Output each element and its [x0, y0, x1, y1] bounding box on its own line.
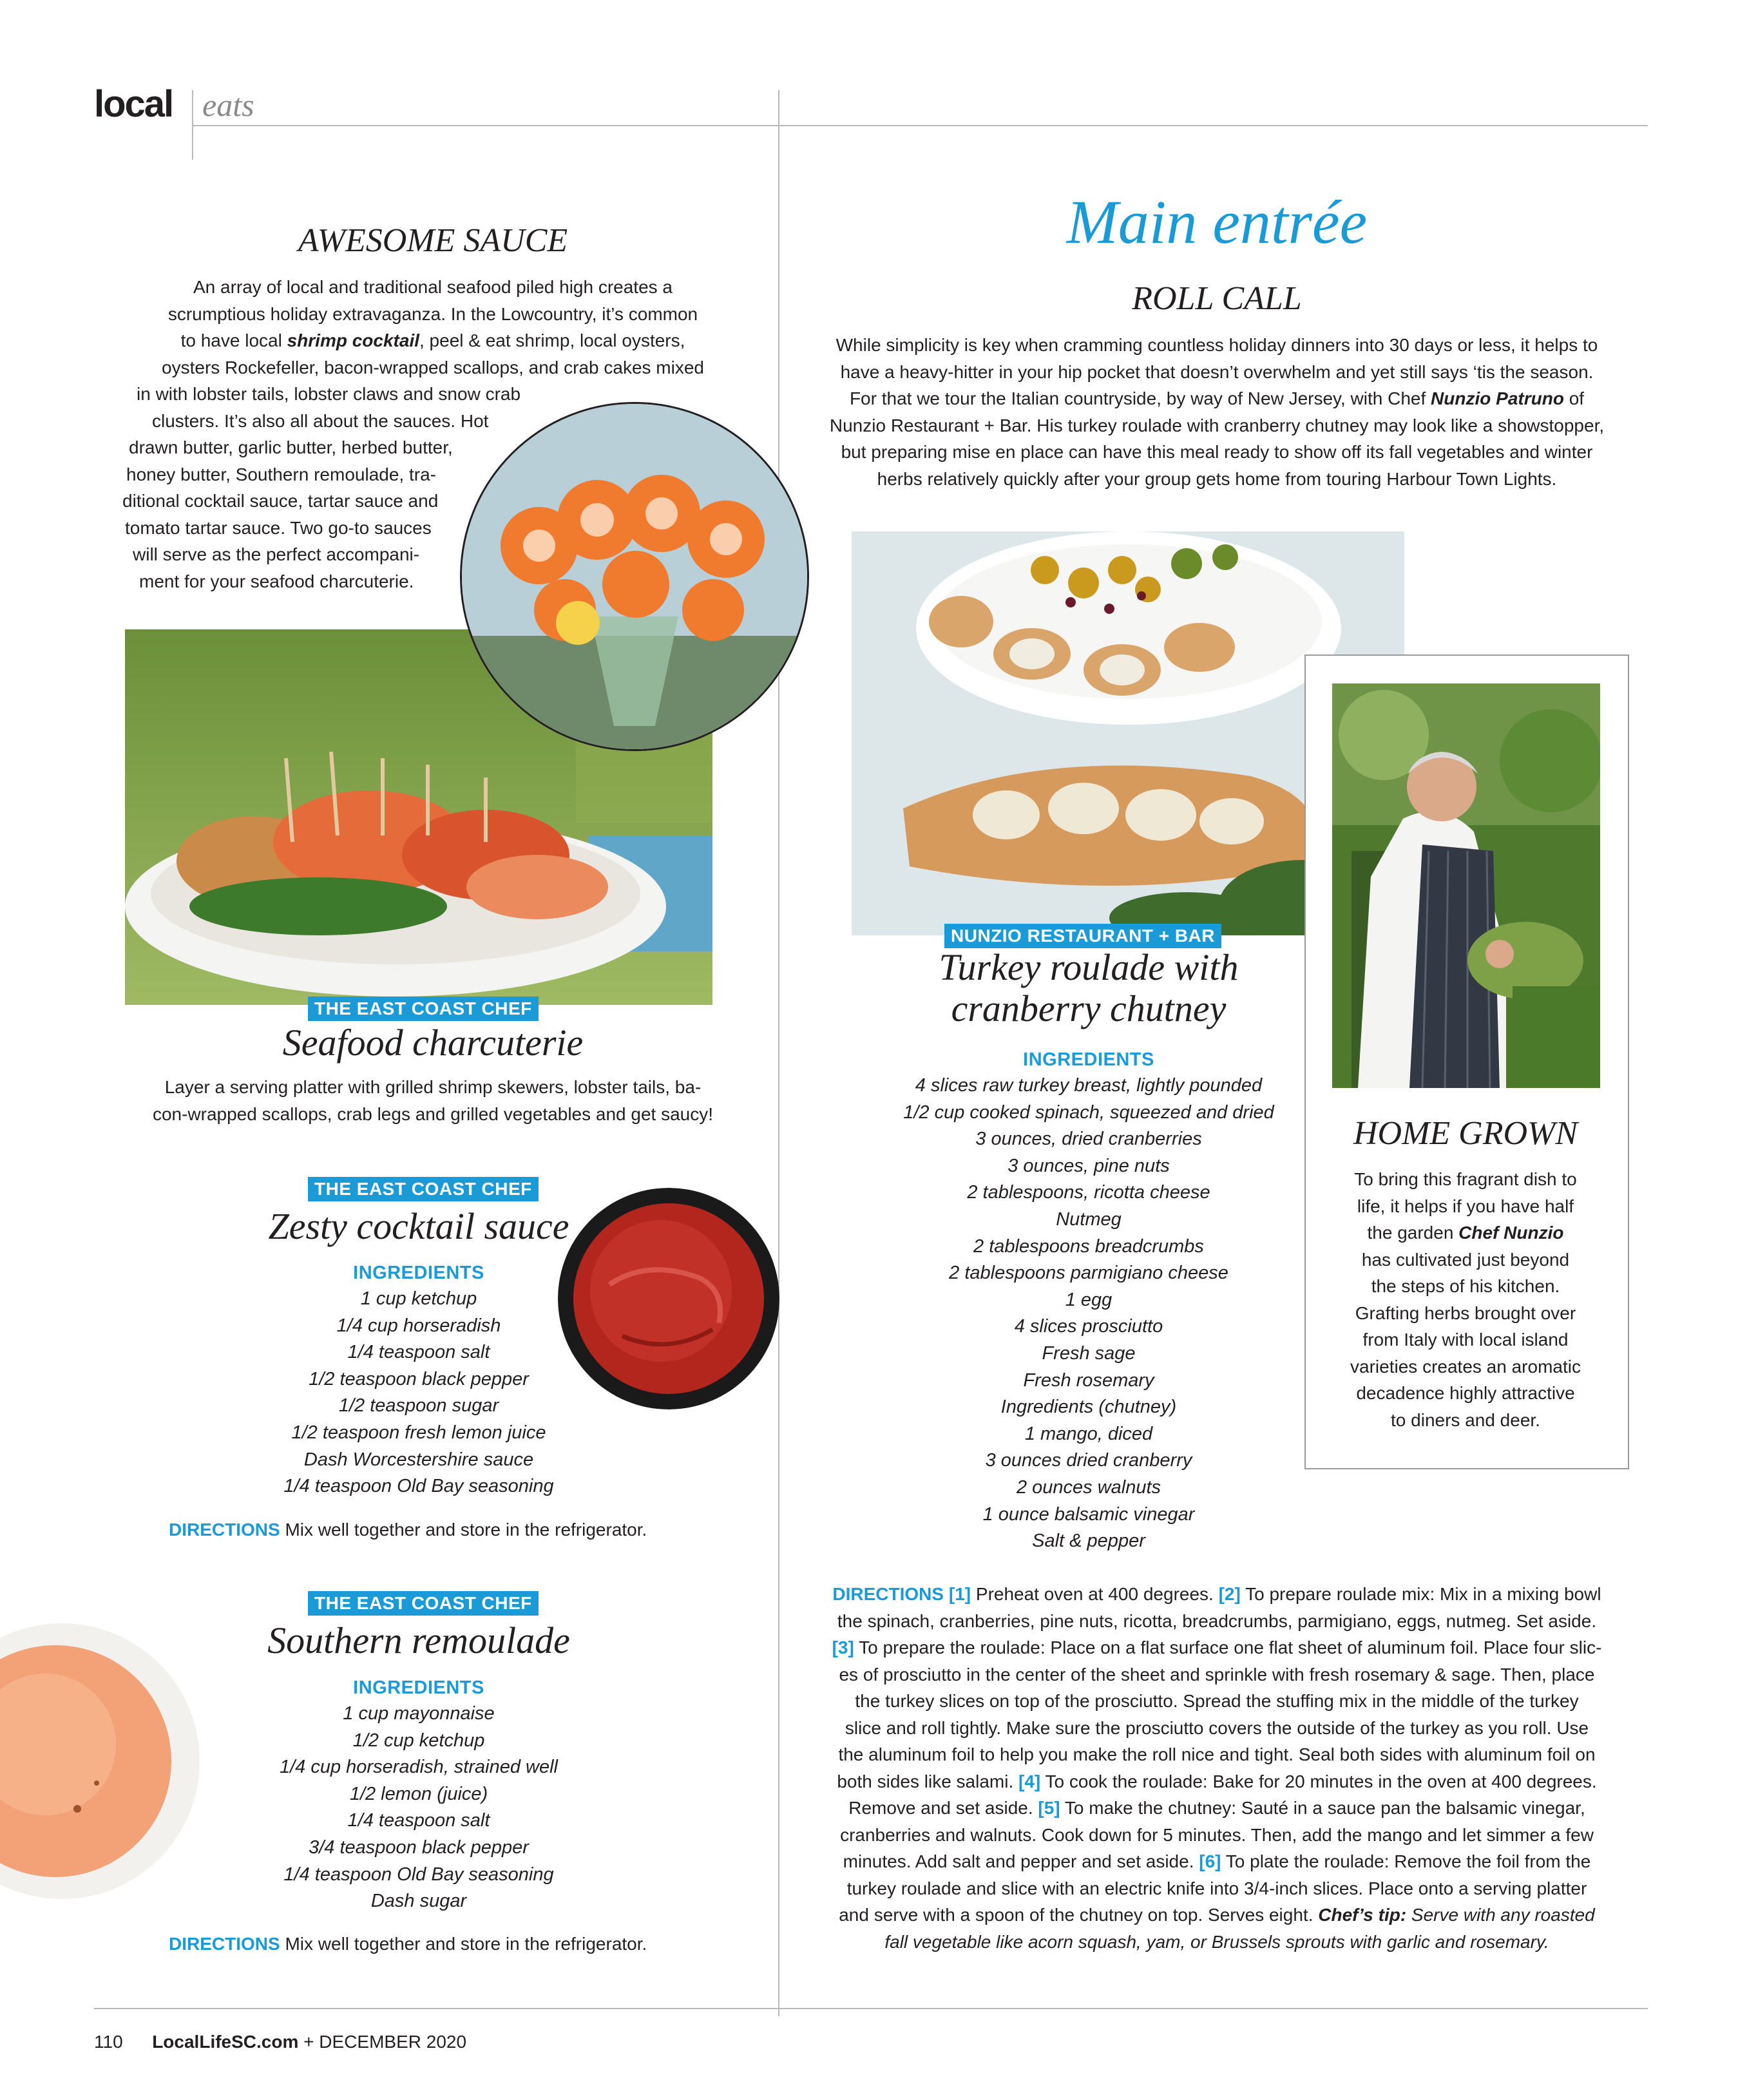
dir-line-13 [786, 1902, 1648, 1929]
turkey-ing-3: 3 ounces, dried cranberries [975, 1129, 1202, 1150]
seafood-chef-tag: THE EAST COAST CHEF [308, 997, 539, 1021]
home-grown-line-3-start: the garden [1367, 1223, 1459, 1243]
turkey-ing-7: 2 tablespoons breadcrumbs [973, 1236, 1204, 1257]
roll-call-line-5: but preparing mise en place can have this meal ready to show off its fall vegetables and winter [841, 442, 1593, 462]
chefs-tip-text-1: Serve with any roasted [1406, 1905, 1595, 1925]
home-grown-title: HOME GROWN [1353, 1115, 1578, 1152]
turkey-title-line-1: Turkey roulade with [939, 946, 1239, 988]
main-entree-title: Main entrée [1066, 187, 1368, 256]
roll-call-line-3 [786, 385, 1648, 412]
remoulade-ing-3: 1/4 cup horseradish, strained well [279, 1757, 558, 1778]
turkey-ing-1: 4 slices raw turkey breast, lightly pounded [915, 1075, 1263, 1096]
seafood-line-1: Layer a serving platter with grilled shrimp skewers, lobster tails, ba- [164, 1077, 702, 1097]
turkey-ing-16: 2 ounces walnuts [1016, 1476, 1161, 1498]
home-grown-line-10: to diners and deer. [1391, 1409, 1540, 1430]
step-1-text: Preheat oven at 400 degrees. [971, 1584, 1219, 1604]
awesome-line-4: oysters Rockefeller, bacon-wrapped scallops, and crab cakes mixed [162, 357, 704, 377]
step-6-text: To plate the roulade: Remove the foil from the [1221, 1851, 1591, 1871]
header-rule [192, 125, 1648, 126]
turkey-ing-6: Nutmeg [1056, 1208, 1122, 1230]
turkey-ing-12: Fresh rosemary [1023, 1370, 1154, 1391]
home-grown-line-1: To bring this fragrant dish to [1354, 1169, 1577, 1189]
seafood-title: Seafood charcuterie [282, 1022, 584, 1064]
step-2: [2] [1218, 1584, 1241, 1604]
cocktail-chef-tag: THE EAST COAST CHEF [308, 1177, 539, 1201]
turkey-directions [786, 1581, 1648, 1955]
section-name: eats [202, 87, 254, 123]
step-1: [1] [948, 1584, 971, 1604]
awesome-line-3 [94, 327, 772, 354]
turkey-title-line-2: cranberry chutney [951, 988, 1227, 1029]
awesome-line-11: will serve as the perfect accompani- [133, 544, 420, 564]
remoulade-directions-text: Mix well together and store in the refrigerator. [280, 1934, 647, 1954]
turkey-title [837, 947, 1340, 1029]
step-2-text: To prepare roulade mix: Mix in a mixing bowl [1240, 1584, 1601, 1604]
step-3-text: To prepare the roulade: Place on a flat surface one flat sheet of aluminum foil. Place four slic- [854, 1637, 1602, 1657]
dir-line-11-start: minutes. Add salt and pepper and set aside. [843, 1851, 1199, 1871]
chef-name-highlight: Nunzio Patruno [1431, 388, 1564, 408]
awesome-line-6: clusters. It’s also all about the sauces. Hot [152, 410, 489, 431]
column-divider [778, 90, 779, 2016]
dir-line-9-start: Remove and set aside. [848, 1798, 1038, 1818]
home-grown-line-6: Grafting herbs brought over [1355, 1303, 1576, 1323]
remoulade-ingredients [161, 1701, 676, 1915]
remoulade-directions [169, 1931, 749, 1958]
cocktail-directions [169, 1516, 749, 1543]
dir-line-2: the spinach, cranberries, pine nuts, ricotta, breadcrumbs, parmigiano, eggs, nutmeg. Set aside. [837, 1610, 1597, 1631]
home-grown-line-4: has cultivated just beyond [1361, 1249, 1570, 1270]
remoulade-ing-4: 1/2 lemon (juice) [349, 1783, 488, 1804]
turkey-ing-10: 4 slices prosciutto [1014, 1316, 1163, 1337]
awesome-line-3-start: to have local [180, 330, 287, 350]
chefs-tip-label: Chef’s tip: [1318, 1905, 1407, 1925]
turkey-ing-9: 1 egg [1065, 1289, 1113, 1310]
roll-call-line-1: While simplicity is key when cramming countless holiday dinners into 30 days or less, it helps to [836, 335, 1598, 355]
cocktail-title: Zesty cocktail sauce [268, 1205, 569, 1247]
turkey-ing-4: 3 ounces, pine nuts [1007, 1155, 1170, 1176]
remoulade-photo [0, 1616, 201, 1907]
dir-line-9 [786, 1795, 1648, 1822]
dir-line-5: the turkey slices on top of the prosciutto. Spread the stuffing mix in the middle of the turkey [855, 1691, 1579, 1711]
awesome-line-12: ment for your seafood charcuterie. [139, 571, 414, 591]
remoulade-ing-2: 1/2 cup ketchup [352, 1730, 485, 1751]
awesome-line-7: drawn butter, garlic butter, herbed butter, [129, 437, 453, 457]
cocktail-directions-text: Mix well together and store in the refrigerator. [280, 1520, 647, 1540]
step-3: [3] [832, 1637, 854, 1657]
cocktail-directions-label: DIRECTIONS [169, 1520, 280, 1540]
issue-date: DECEMBER 2020 [319, 2032, 467, 2052]
dir-line-1 [786, 1581, 1648, 1608]
awesome-line-10: tomato tartar sauce. Two go-to sauces [125, 517, 432, 538]
home-grown-line-9: decadence highly attractive [1356, 1383, 1575, 1403]
remoulade-title: Southern remoulade [267, 1619, 570, 1661]
footer-rule [94, 2008, 1648, 2009]
home-grown-line-2: life, it helps if you have half [1357, 1196, 1574, 1216]
step-5-text: To make the chutney: Sauté in a sauce pan the balsamic vinegar, [1060, 1798, 1585, 1818]
turkey-ingredients-label: INGREDIENTS [1023, 1049, 1154, 1070]
dir-line-8 [786, 1768, 1648, 1795]
remoulade-ing-1: 1 cup mayonnaise [343, 1703, 495, 1724]
turkey-ing-14: 1 mango, diced [1024, 1423, 1153, 1444]
cocktail-ing-3: 1/4 teaspoon salt [347, 1342, 490, 1363]
step-6: [6] [1199, 1851, 1221, 1871]
turkey-ing-11: Fresh sage [1042, 1342, 1136, 1364]
turkey-ing-17: 1 ounce balsamic vinegar [982, 1503, 1195, 1525]
remoulade-ing-7: 1/4 teaspoon Old Bay seasoning [283, 1864, 554, 1885]
turkey-ing-18: Salt & pepper [1032, 1531, 1145, 1552]
remoulade-chef-tag: THE EAST COAST CHEF [308, 1591, 539, 1616]
dir-line-3 [786, 1634, 1648, 1661]
home-grown-body [1306, 1166, 1625, 1433]
dir-line-11 [786, 1848, 1648, 1875]
cocktail-ingredients-label: INGREDIENTS [353, 1263, 484, 1283]
dir-line-14 [786, 1929, 1648, 1956]
cocktail-ing-8: 1/4 teaspoon Old Bay seasoning [283, 1476, 554, 1497]
dir-line-6: slice and roll tightly. Make sure the prosciutto covers the outside of the turkey as you roll. Use [845, 1717, 1589, 1738]
turkey-ing-13: Ingredients (chutney) [1000, 1397, 1177, 1418]
home-grown-line-5: the steps of his kitchen. [1371, 1276, 1560, 1296]
home-grown-line-7: from Italy with local island [1362, 1330, 1569, 1350]
cocktail-ing-7: Dash Worcestershire sauce [303, 1449, 534, 1470]
turkey-ing-5: 2 tablespoons, ricotta cheese [967, 1182, 1210, 1203]
footer [94, 2029, 466, 2055]
step-4-text: To cook the roulade: Bake for 20 minutes in the oven at 400 degrees. [1040, 1771, 1597, 1791]
shrimp-cocktail-highlight: shrimp cocktail [287, 330, 419, 350]
dir-line-10: cranberries and walnuts. Cook down for 5 minutes. Then, add the mango and let simmer a few [840, 1824, 1594, 1845]
turkey-ingredients [837, 1073, 1340, 1555]
awesome-line-3-end: , peel & eat shrimp, local oysters, [419, 330, 685, 350]
page-number: 110 [94, 2032, 123, 2052]
remoulade-directions-label: DIRECTIONS [169, 1934, 280, 1954]
roll-call-line-4: Nunzio Restaurant + Bar. His turkey roulade with cranberry chutney may look like a showstopper, [829, 415, 1605, 435]
roll-call-line-2: have a heavy-hitter in your hip pocket that doesn’t overwhelm and yet still says ‘tis the season. [840, 361, 1594, 382]
step-5: [5] [1038, 1798, 1060, 1818]
seafood-line-2: con-wrapped scallops, crab legs and grilled vegetables and get saucy! [152, 1103, 714, 1124]
chefs-tip-text-2: fall vegetable like acorn squash, yam, or Brussels sprouts with garlic and rosemary. [884, 1931, 1549, 1952]
cocktail-sauce-photo [558, 1188, 779, 1409]
turkey-restaurant-tag: NUNZIO RESTAURANT + BAR [944, 924, 1221, 948]
remoulade-ing-5: 1/4 teaspoon salt [347, 1810, 490, 1831]
dir-line-8-start: both sides like salami. [837, 1771, 1019, 1791]
shrimp-cocktail-photo [460, 402, 809, 751]
awesome-line-9: ditional cocktail sauce, tartar sauce and [122, 491, 439, 511]
dir-line-12: turkey roulade and slice with an electric knife into 3/4-inch slices. Place onto a serving platter [846, 1878, 1587, 1898]
seafood-body [94, 1074, 772, 1127]
roll-call-line-3-end: of [1563, 388, 1585, 408]
dir-line-4: es of prosciutto in the center of the sheet and sprinkle with fresh rosemary & sage. Then, place [839, 1664, 1595, 1685]
cocktail-ing-4: 1/2 teaspoon black pepper [309, 1368, 529, 1389]
awesome-line-1: An array of local and traditional seafood piled high creates a [193, 277, 673, 297]
turkey-directions-label: DIRECTIONS [832, 1584, 944, 1604]
header [94, 82, 1647, 160]
cocktail-ing-2: 1/4 cup horseradish [336, 1315, 501, 1336]
roll-call-title: ROLL CALL [1132, 280, 1302, 317]
roll-call-line-3-start: For that we tour the Italian countryside, by way of New Jersey, with Chef [849, 388, 1431, 408]
cocktail-ing-6: 1/2 teaspoon fresh lemon juice [291, 1422, 546, 1443]
awesome-line-5: in with lobster tails, lobster claws and snow crab [137, 384, 521, 404]
step-4: [4] [1018, 1771, 1041, 1791]
brand-logo: local [94, 83, 173, 125]
cocktail-ing-5: 1/2 teaspoon sugar [338, 1395, 499, 1417]
home-grown-line-3 [1306, 1219, 1625, 1246]
awesome-line-2: scrumptious holiday extravaganza. In the Lowcountry, it’s common [167, 303, 698, 324]
site-link[interactable]: LocalLifeSC.com [152, 2032, 299, 2052]
roll-call-body [786, 332, 1648, 492]
chef-garden-photo [1332, 683, 1600, 1088]
home-grown-line-8: varieties creates an aromatic [1350, 1356, 1581, 1377]
awesome-line-8: honey butter, Southern remoulade, tra- [126, 464, 436, 484]
remoulade-ing-6: 3/4 teaspoon black pepper [309, 1837, 529, 1858]
remoulade-ing-8: Dash sugar [370, 1891, 467, 1912]
chef-nunzio-highlight: Chef Nunzio [1458, 1223, 1564, 1243]
footer-separator: + [303, 2032, 314, 2052]
turkey-ing-15: 3 ounces dried cranberry [985, 1450, 1192, 1471]
dir-line-7: the aluminum foil to help you make the roll nice and tight. Seal both sides with aluminum foil on [838, 1744, 1596, 1764]
cocktail-ing-1: 1 cup ketchup [360, 1288, 477, 1309]
turkey-ing-8: 2 tablespoons parmigiano cheese [949, 1263, 1228, 1284]
awesome-sauce-title: AWESOME SAUCE [298, 222, 568, 259]
remoulade-ingredients-label: INGREDIENTS [353, 1677, 484, 1698]
dir-line-13-start: and serve with a spoon of the chutney on top. Serves eight. [839, 1905, 1319, 1925]
turkey-ing-2: 1/2 cup cooked spinach, squeezed and dried [903, 1102, 1274, 1123]
roll-call-line-6: herbs relatively quickly after your group gets home from touring Harbour Town Lights. [877, 468, 1557, 489]
